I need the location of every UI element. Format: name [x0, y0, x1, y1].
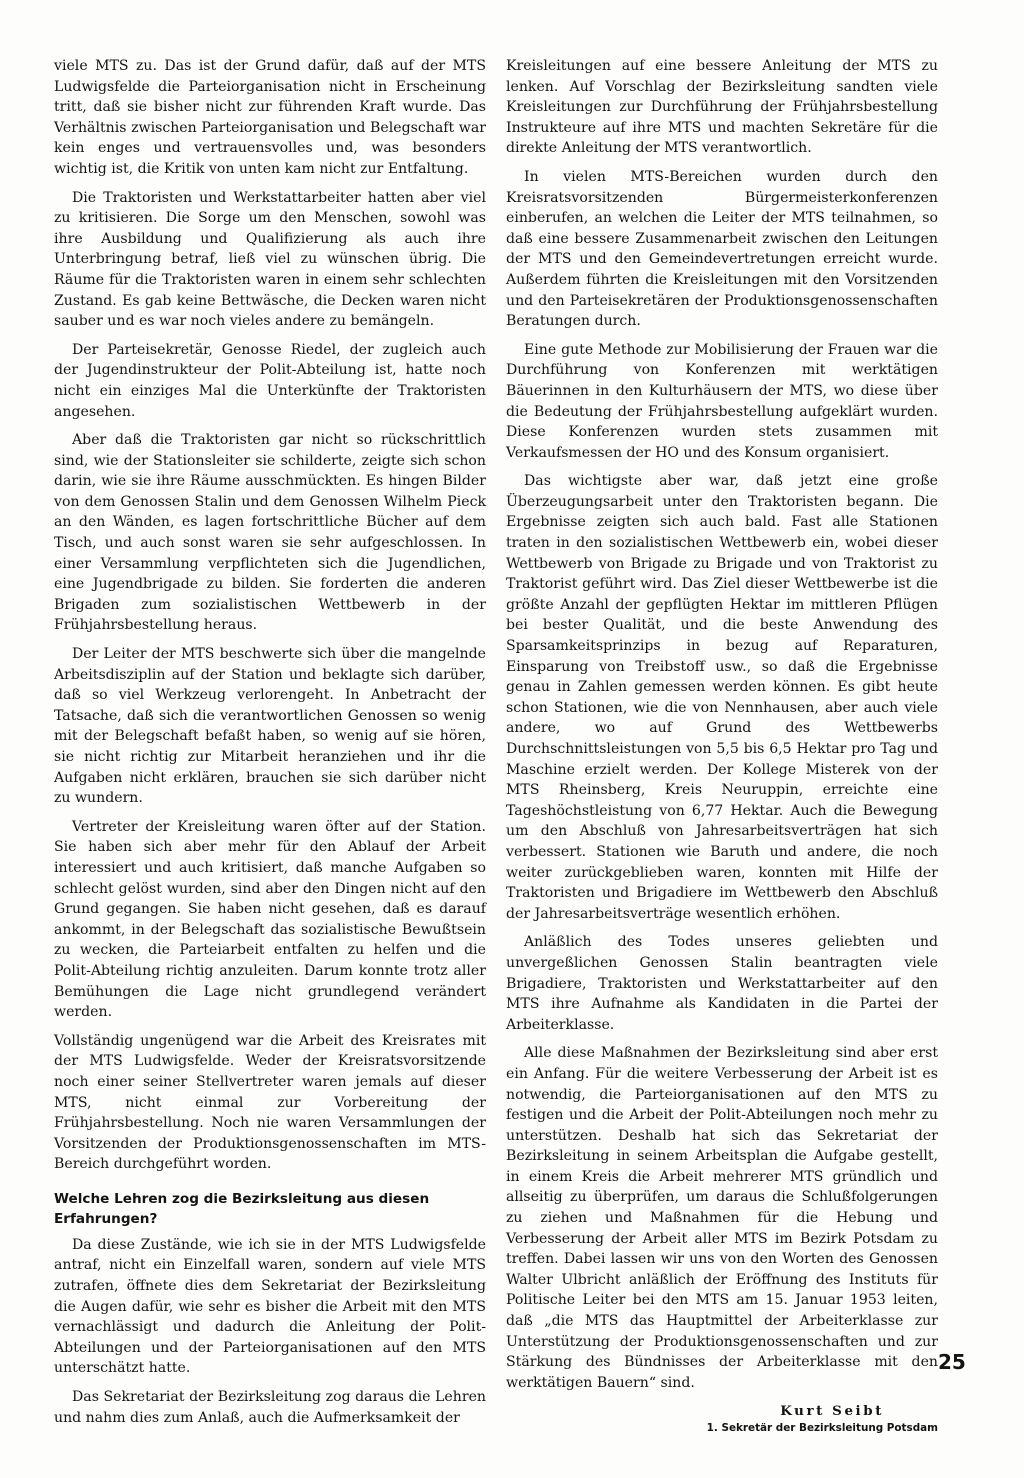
author-role: 1. Sekretär der Bezirksleitung Potsdam: [706, 1422, 938, 1435]
signature-block: [506, 1401, 938, 1436]
right-column-body: [506, 56, 938, 1393]
author-name: Kurt Seibt: [780, 1403, 884, 1420]
paragraph: Eine gute Methode zur Mobilisierung der Frauen war die Durchführung von Konferenzen mit werktätigen Bäuerinnen in den Kulturhäusern der MTS, wo diese über die Bedeutung der Frühjahrsbestellung aufgeklärt wurden. Diese Konferenzen wurden stets zusammen mit Verkaufsmessen der HO und des Konsum organisiert.: [506, 341, 938, 461]
page-number: 25: [938, 1350, 966, 1374]
paragraph: viele MTS zu. Das ist der Grund dafür, daß auf der MTS Ludwigsfelde die Parteiorganisation nicht in Erscheinung tritt, daß sie bisher nicht zur führenden Kraft wurde. Das Verhältnis zwischen Parteiorganisation und Belegschaft war kein enges und vertrauensvolles und, was besonders wichtig ist, die Kritik von unten kam nicht zur Entfaltung.: [54, 58, 486, 177]
paragraph: Das Sekretariat der Bezirksleitung zog daraus die Lehren und nahm dies zum Anlaß, auch die Aufmerksamkeit der: [54, 1389, 486, 1426]
paragraph: Vertreter der Kreisleitung waren öfter auf der Station. Sie haben sich aber mehr für den Ablauf der Arbeit interessiert und auch kritisiert, daß manche Aufgaben so schlecht gelöst wurden, sind aber den Dingen nicht auf den Grund gegangen. Sie haben nicht gesehen, daß es darauf ankommt, in der Belegschaft das sozialistische Bewußtsein zu wecken, die Parteiarbeit entfalten zu helfen und die Polit-Abteilung richtig anzuleiten. Darum konnte trotz aller Bemühungen die Lage nicht grundlegend verändert werden.: [54, 818, 486, 1021]
paragraph: Kreisleitungen auf eine bessere Anleitung der MTS zu lenken. Auf Vorschlag der Bezirksleitung sandten viele Kreisleitungen zur Durchführung der Frühjahrsbestellung Instrukteure auf ihre MTS und machten Sekretäre für die direkte Anleitung der MTS verantwortlich.: [506, 58, 938, 157]
left-column: [54, 56, 486, 1436]
right-column: [506, 56, 938, 1436]
paragraph: Das wichtigste aber war, daß jetzt eine große Überzeugungsarbeit unter den Traktoristen begann. Die Ergebnisse zeigten sich auch bald. Fast alle Stationen traten in den sozialistischen Wettbewerb ein, wobei dieser Wettbewerb von Brigade zu Brigade und von Traktorist zu Traktorist geführt wird. Das Ziel dieser Wettbewerbe ist die größte Anzahl der gepflügten Hektar im mittleren Pflügen bei bester Qualität, und die beste Anwendung des Sparsamkeitsprinzips in bezug auf Reparaturen, Einsparung von Treibstoff usw., so daß die Ergebnisse genau in Zahlen gemessen werden können. Es gibt heute schon Stationen, wie die von Nennhausen, aber auch viele andere, wo auf Grund des Wettbewerbs Durchschnittsleistungen von 5,5 bis 6,5 Hektar pro Tag und Maschine erzielt werden. Der Kollege Misterek von der MTS Rheinsberg, Kreis Neuruppin, erreichte eine Tageshöchstleistung von 6,77 Hektar. Auch die Bewegung um den Abschluß von Jahresarbeitsverträgen hat sich verbessert. Stationen wie Baruth und andere, die noch weiter zurückgeblieben waren, konnten mit Hilfe der Traktoristen und Brigadiere im Wettbewerb den Abschluß der Jahresarbeitsverträge wesentlich erhöhen.: [506, 473, 938, 922]
paragraph: Vollständig ungenügend war die Arbeit des Kreisrates mit der MTS Ludwigsfelde. Weder der Kreisratsvorsitzende noch einer seiner Stellvertreter waren jemals auf dieser MTS, nicht einmal zur Vorbereitung der Frühjahrsbestellung. Noch nie waren Versammlungen der Vorsitzenden der Produktionsgenossenschaften im MTS-Bereich durchgeführt worden.: [54, 1032, 486, 1173]
paragraph: In vielen MTS-Bereichen wurden durch den Kreisratsvorsitzenden Bürgermeisterkonferenzen einberufen, an welchen die Leiter der MTS teilnahmen, so daß eine bessere Zusammenarbeit zwischen den Leitungen der MTS und den Gemeindevertretungen erreicht wurde. Außerdem führten die Kreisleitungen mit den Vorsitzenden und den Parteisekretären der Produktionsgenossenschaften Beratungen durch.: [506, 168, 938, 330]
paragraph: Der Parteisekretär, Genosse Riedel, der zugleich auch der Jugendinstrukteur der Polit-Abteilung ist, hatte noch nicht ein einziges Mal die Unterkünfte der Traktoristen angesehen.: [54, 341, 486, 420]
paragraph: Die Traktoristen und Werkstattarbeiter hatten aber viel zu kritisieren. Die Sorge um den Menschen, sowohl was ihre Ausbildung und Qualifizierung als auch ihre Unterbringung betraf, ließ viel zu wünschen übrig. Die Räume für die Traktoristen waren in einem sehr schlechten Zustand. Es gab keine Bettwäsche, die Decken waren nicht sauber und es war noch vieles andere zu bemängeln.: [54, 189, 486, 330]
paragraph: Alle diese Maßnahmen der Bezirksleitung sind aber erst ein Anfang. Für die weitere Verbesserung der Arbeit ist es notwendig, die Parteiorganisationen auf den MTS zu festigen und die Arbeit der Polit-Abteilungen noch mehr zu unterstützen. Deshalb hat sich das Sekretariat der Bezirksleitung in seinem Arbeitsplan die Aufgabe gestellt, in einem Kreis die Arbeit mehrerer MTS gründlich und allseitig zu überprüfen, um daraus die Schlußfolgerungen zu ziehen und Maßnahmen für die Hebung und Verbesserung der Arbeit aller MTS im Bezirk Potsdam zu treffen. Dabei lassen wir uns von den Worten des Genossen Walter Ulbricht anläßlich der Eröffnung des Instituts für Politische Leiter bei den MTS am 15. Januar 1953 leiten, daß „die MTS das Hauptmittel der Arbeiterklasse zur Unterstützung der Produktionsgenossenschaften und zur Stärkung des Bündnisses der Arbeiterklasse mit den werktätigen Bauern“ sind.: [506, 1045, 938, 1391]
paragraph: Da diese Zustände, wie ich sie in der MTS Ludwigsfelde antraf, nicht ein Einzelfall waren, sondern auf viele MTS zutrafen, öffnete dies dem Sekretariat der Bezirksleitung die Augen dafür, wie sehr es bisher die Arbeit mit den MTS vernachlässigt und dadurch die Anleitung der Polit-Abteilungen und der Parteiorganisationen auf den MTS unterschätzt hatte.: [54, 1236, 486, 1377]
paragraph: Der Leiter der MTS beschwerte sich über die mangelnde Arbeitsdisziplin auf der Station und beklagte sich darüber, daß so viel Werkzeug verlorengeht. In Anbetracht der Tatsache, daß sich die verantwortlichen Genossen so wenig mit der Belegschaft befaßt haben, so wenig auf sie hören, sie nicht richtig zur Mitarbeit heranziehen und ihr die Aufgaben nicht erklären, brauchen sie sich darüber nicht zu wundern.: [54, 646, 486, 807]
section-heading: Welche Lehren zog die Bezirksleitung aus diesen Erfahrungen?: [54, 1190, 430, 1227]
paragraph: Aber daß die Traktoristen gar nicht so rückschrittlich sind, wie der Stationsleiter sie schilderte, zeigte sich schon darin, wie sie ihre Räume ausschmückten. Es hingen Bilder von dem Genossen Stalin und dem Genossen Wilhelm Pieck an den Wänden, es lagen fortschrittliche Bücher auf dem Tisch, und auch sonst waren sie sehr aufgeschlossen. In einer Versammlung verpflichteten sich die Jugendlichen, eine Jugendbrigade zu bilden. Sie forderten die anderen Brigaden zum sozialistischen Wettbewerb in der Frühjahrsbestellung heraus.: [54, 432, 486, 634]
paragraph: Anläßlich des Todes unseres geliebten und unvergeßlichen Genossen Stalin beantragten viele Brigadiere, Traktoristen und Werkstattarbeiter auf den MTS ihre Aufnahme als Kandidaten in die Partei der Arbeiterklasse.: [506, 934, 938, 1033]
